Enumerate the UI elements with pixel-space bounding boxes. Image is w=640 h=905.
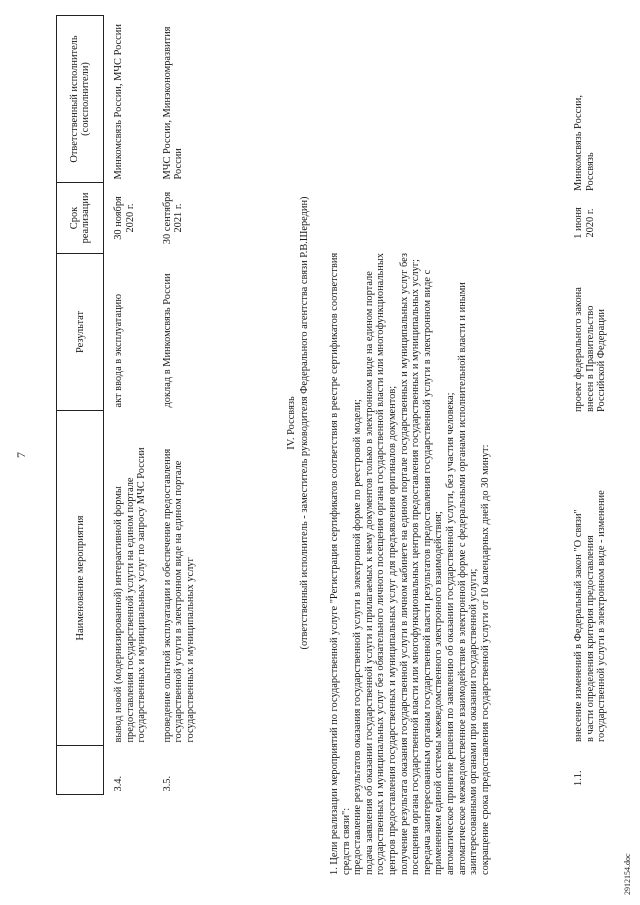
goal-line: центров предоставления государственных и муниципальных услуг для предъявления оригиналов документов; xyxy=(386,385,398,875)
goal-line: государственных и муниципальных услуг без обязательного личного посещения органа государственной власти или многофункциональных xyxy=(375,253,387,875)
table-row xyxy=(148,16,197,795)
section-title: IV. Россвязь xyxy=(286,396,297,450)
table-header-row xyxy=(57,16,104,795)
row-deadline: 30 ноября 2020 г. xyxy=(113,196,136,240)
goal-line: средств связи": xyxy=(340,807,352,875)
row-measure-line: в части определения критерия предоставления xyxy=(584,535,596,742)
section-subtitle: (ответственный исполнитель - заместитель руководителя Федерального агентства связи Р.В.Шередин) xyxy=(299,196,310,650)
row-result-line: проект федерального закона xyxy=(573,287,584,412)
row-deadline-line: 2020 г. xyxy=(584,208,596,238)
row-result-line: внесен в Правительство xyxy=(584,305,596,412)
row-number: 3.4. xyxy=(113,775,124,792)
row-responsible-line: Россвязь xyxy=(584,152,596,191)
goal-line: подача заявления об оказании государственной услуги и прилагаемых к нему документов только в электронном виде на едином портале xyxy=(363,271,375,875)
row-number: 3.5. xyxy=(161,775,173,792)
goals-list xyxy=(329,49,491,875)
row-deadline: 30 сентября 2021 г. xyxy=(161,191,185,245)
goal-line: посещения органа государственной власти или многофункциональных центров предоставления государственных и муниципальных услуг; xyxy=(410,259,422,875)
goal-line: предоставление результатов оказания государственной услуги в электронной форме по реестровой модели; xyxy=(352,399,364,875)
row-measure: проведение опытной эксплуатации и обеспечение предоставления государственной услуги в электронном виде на едином портале государственных и муниципальных услуг xyxy=(161,448,196,743)
table-row xyxy=(104,16,148,795)
goal-line: автоматическое межведомственное взаимодействие в электронной форме с федеральными органами исполнительной власти и иными xyxy=(456,282,468,875)
row-responsible xyxy=(573,51,596,191)
row-responsible: Минкомсвязь России, МЧС России xyxy=(113,24,124,180)
header-responsible: Ответственный исполнитель (соисполнители) xyxy=(57,16,104,183)
goal-line: автоматическое принятие решения по заявлению об оказании государственной услуги, без участия человека; xyxy=(444,392,456,875)
goal-line: сокращение срока предоставления государственной услуги от 10 календарных дней до 30 минут: xyxy=(479,444,491,875)
row-result: доклад в Минкомсвязь России xyxy=(161,273,173,408)
row-measure-line: внесение изменений в Федеральный закон "О связи" xyxy=(573,509,584,742)
page-number: 7 xyxy=(14,452,28,458)
header-deadline: Срок реализации xyxy=(57,183,104,254)
row-deadline-line: 1 июня xyxy=(573,207,584,239)
row-measure: вывод новой (модернизированной) интерактивной формы предоставления государственной услуги на едином портале государственных и муниципальных услуг по запросу МЧС России xyxy=(113,447,148,743)
goal-line: 1. Цели реализации мероприятий по государственной услуге "Регистрация сертификатов соответствия в реестре сертификатов соответствия xyxy=(329,252,340,875)
header-result: Результат xyxy=(57,254,104,411)
header-number xyxy=(57,746,104,795)
header-measure-name: Наименование мероприятия xyxy=(57,411,104,746)
goal-line: заинтересованными органами при оказании государственной услуги; xyxy=(468,568,480,875)
row-measure xyxy=(573,412,608,742)
row-result: акт ввода в эксплуатацию xyxy=(113,294,124,408)
row-deadline xyxy=(573,195,596,251)
goal-line: применением единой системы межведомственного электронного взаимодействия; xyxy=(433,511,445,875)
measures-table xyxy=(56,15,197,795)
row-measure-line: государственной услуги в электронном виде - изменение xyxy=(596,490,608,742)
row-result-line: Российской Федерации xyxy=(596,309,608,412)
document-code: 2912154.doc xyxy=(623,853,632,895)
goal-line: получение результата оказания государственной услуги в личном кабинете на едином портале государственных и муниципальных услуг без xyxy=(398,253,410,875)
row-number: 1.1. xyxy=(573,770,584,786)
goal-line: передача заинтересованным органам государственной власти результатов предоставления государственной услуги в электронном виде с xyxy=(421,269,433,875)
row-responsible: МЧС России, Минэкономразвития России xyxy=(161,26,185,180)
row-result xyxy=(573,267,608,412)
row-responsible-line: Минкомсвязь России, xyxy=(573,95,584,191)
